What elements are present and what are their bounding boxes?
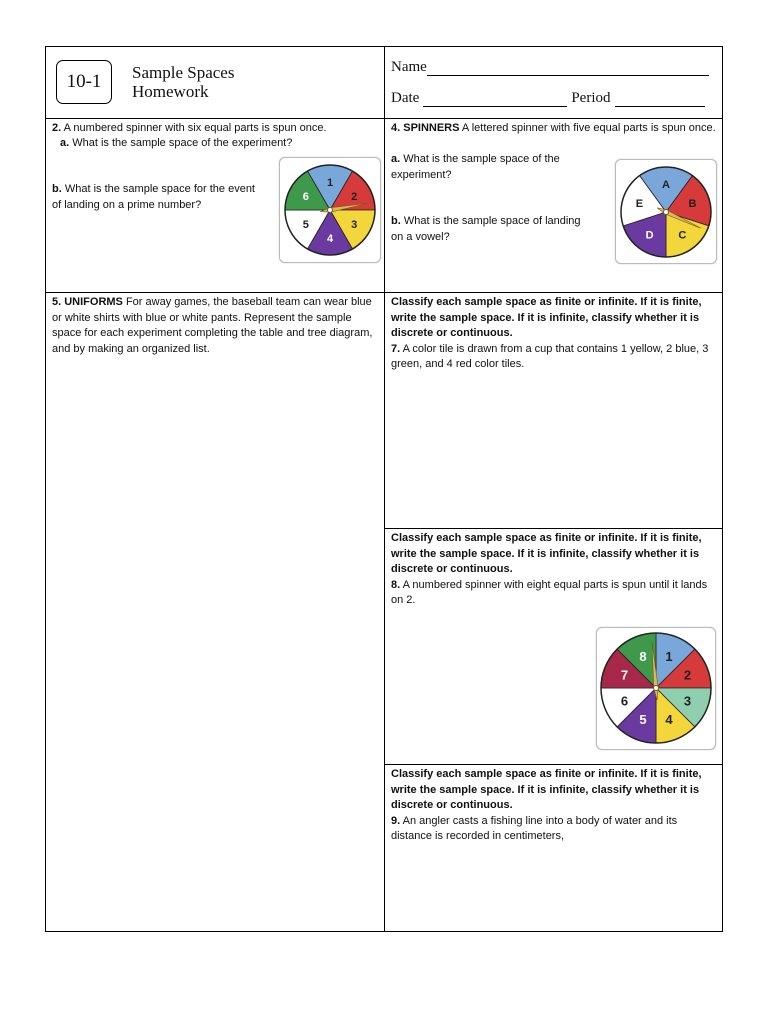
eight-part-spinner xyxy=(596,627,716,750)
question-5-cell xyxy=(46,293,385,931)
q4-number: 4. SPINNERS xyxy=(391,122,460,134)
q8-number: 8. xyxy=(391,578,401,591)
six-spinner-hub xyxy=(328,208,333,213)
five-spinner-label-E: E xyxy=(635,198,644,211)
eight-spinner-label-2: 2 xyxy=(683,667,692,683)
q7-text: A color tile is drawn from a cup that contains 1 yellow, 2 blue, 3 green, and 4 red color tiles. xyxy=(391,342,709,370)
question-7-cell xyxy=(385,293,722,529)
eight-spinner-label-1: 1 xyxy=(665,649,673,665)
six-spinner-label-2: 2 xyxy=(351,190,358,203)
eight-spinner-label-6: 6 xyxy=(620,693,629,709)
period-label: Period xyxy=(571,90,611,106)
six-spinner-label-5: 5 xyxy=(302,218,309,231)
question-2-cell xyxy=(46,119,385,293)
question-4-cell xyxy=(385,119,722,293)
q8-content xyxy=(391,531,717,609)
question-8-cell xyxy=(385,529,722,765)
q9-content xyxy=(391,767,717,845)
worksheet-title xyxy=(132,63,234,101)
eight-spinner-label-3: 3 xyxy=(683,693,692,709)
q2-b-text: What is the sample space for the event of landing on a prime number? xyxy=(52,183,255,211)
q2-b-label: b. xyxy=(52,183,62,195)
q2-intro xyxy=(52,121,377,137)
q4-intro-text: A lettered spinner with five equal parts is spun once. xyxy=(459,122,716,134)
homework-sheet xyxy=(45,46,723,932)
q4-part-a xyxy=(391,152,601,183)
q4-a-text: What is the sample space of the experiment? xyxy=(391,153,560,181)
lesson-number-badge: 10-1 xyxy=(56,60,112,104)
five-spinner-label-C: C xyxy=(678,229,687,242)
q2-part-a xyxy=(60,136,380,152)
five-spinner-hub xyxy=(664,210,669,215)
name-row xyxy=(391,59,709,76)
eight-spinner-label-8: 8 xyxy=(639,649,647,665)
q5-number: 5. UNIFORMS xyxy=(52,296,123,308)
q2-a-text: What is the sample space of the experiment? xyxy=(69,137,293,149)
six-part-spinner-graphic xyxy=(280,158,380,262)
date-label: Date xyxy=(391,90,420,106)
question-9-cell xyxy=(385,765,722,931)
q2-intro-text: A numbered spinner with six equal parts is spun once. xyxy=(61,122,327,134)
five-spinner-label-A: A xyxy=(662,178,670,191)
period-field[interactable] xyxy=(615,92,705,107)
q4-intro xyxy=(391,121,717,137)
q2-part-b xyxy=(52,182,262,213)
eight-spinner-label-7: 7 xyxy=(620,667,629,683)
title-line-1: Sample Spaces xyxy=(132,63,235,82)
q8-instruction: Classify each sample space as finite or infinite. If it is finite, write the sample space. If it is infinite, classify whether it is discrete or continuous. xyxy=(391,532,702,575)
six-spinner-label-1: 1 xyxy=(326,176,334,189)
q9-text: An angler casts a fishing line into a body of water and its distance is recorded in centimeters, xyxy=(391,814,678,842)
q4-b-text: What is the sample space of landing on a vowel? xyxy=(391,215,581,243)
q2-number: 2. xyxy=(52,122,62,134)
date-row xyxy=(391,90,705,107)
six-spinner-label-4: 4 xyxy=(326,232,334,245)
five-spinner-label-D: D xyxy=(645,229,654,242)
eight-spinner-label-5: 5 xyxy=(639,712,647,728)
date-field[interactable] xyxy=(423,92,567,107)
title-line-2: Homework xyxy=(132,82,209,101)
q4-part-b xyxy=(391,214,581,245)
five-part-spinner xyxy=(615,159,717,264)
name-label: Name xyxy=(391,59,427,75)
five-part-spinner-graphic xyxy=(616,160,716,263)
six-spinner-label-6: 6 xyxy=(302,190,309,203)
eight-part-spinner-graphic xyxy=(597,628,715,749)
eight-spinner-hub xyxy=(654,686,659,691)
name-date-cell xyxy=(385,47,722,119)
name-field[interactable] xyxy=(427,61,709,76)
six-part-spinner xyxy=(279,157,381,263)
q4-a-label: a. xyxy=(391,153,401,165)
q7-instruction: Classify each sample space as finite or infinite. If it is finite, write the sample space. If it is infinite, classify whether it is discrete or continuous. xyxy=(391,296,702,339)
q9-instruction: Classify each sample space as finite or infinite. If it is finite, write the sample space. If it is infinite, classify whether it is discrete or continuous. xyxy=(391,768,702,811)
eight-spinner-label-4: 4 xyxy=(665,712,673,728)
q2-a-label: a. xyxy=(60,137,70,149)
title-cell xyxy=(46,47,385,119)
five-spinner-label-B: B xyxy=(688,198,697,211)
q9-number: 9. xyxy=(391,814,401,827)
q5-text xyxy=(52,295,378,357)
q7-content xyxy=(391,295,717,373)
q4-b-label: b. xyxy=(391,215,401,227)
q7-number: 7. xyxy=(391,342,401,355)
q5-body: For away games, the baseball team can wear blue or white shirts with blue or white pants. Represent the sample space for each experiment completing the table and tree diagram, and by making an organized list. xyxy=(52,296,373,355)
q8-text: A numbered spinner with eight equal parts is spun until it lands on 2. xyxy=(391,578,708,606)
six-spinner-label-3: 3 xyxy=(351,218,358,231)
